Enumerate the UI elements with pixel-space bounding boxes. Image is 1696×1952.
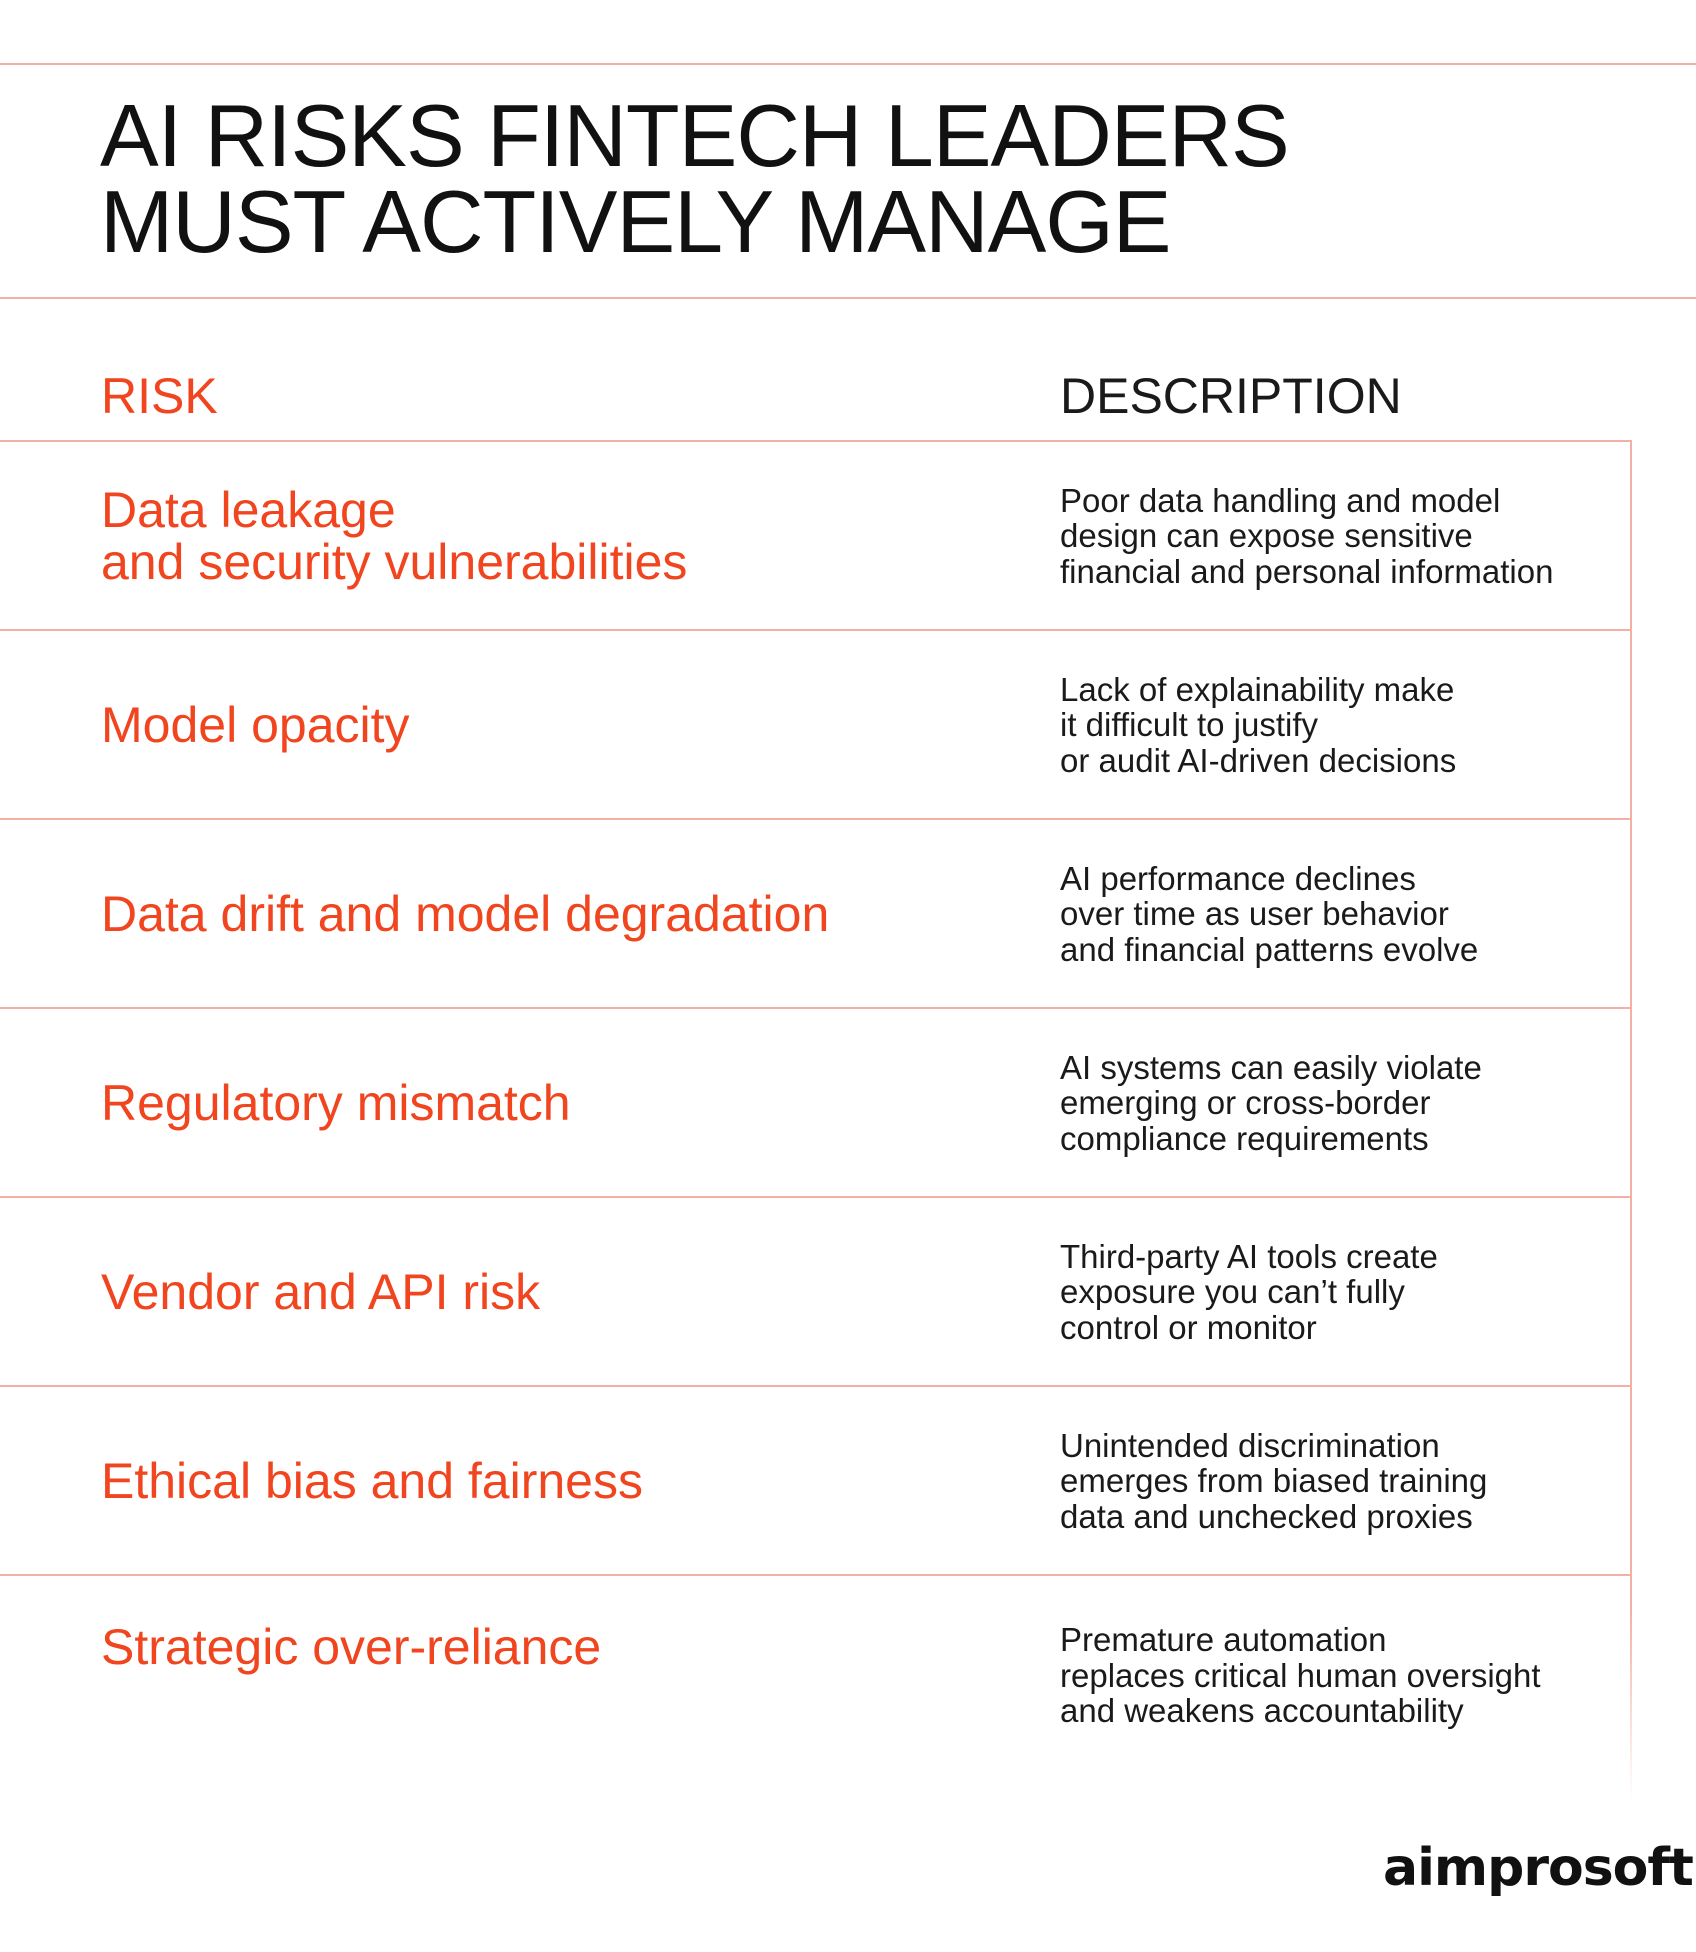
- risk-description-line: replaces critical human oversight: [1060, 1656, 1541, 1694]
- risk-description-line: Unintended discrimination: [1060, 1426, 1440, 1464]
- risk-name: [101, 1452, 1001, 1509]
- risk-description-line: and weakens accountability: [1060, 1691, 1464, 1729]
- risk-description-line: exposure you can’t fully: [1060, 1272, 1405, 1310]
- risk-description: [1060, 860, 1620, 967]
- table-row: [0, 630, 1632, 819]
- table-row: [0, 1197, 1632, 1386]
- risk-name: [101, 1621, 1001, 1673]
- table-row: [0, 1008, 1632, 1197]
- risk-name-line: Ethical bias and fairness: [101, 1452, 643, 1509]
- title-bottom-rule: [0, 297, 1696, 299]
- aimprosoft-logo: aimprosoft: [1383, 1838, 1693, 1898]
- risk-description-line: AI systems can easily violate: [1060, 1048, 1482, 1086]
- column-header-description: DESCRIPTION: [1060, 368, 1402, 424]
- risk-name: [101, 696, 1001, 753]
- risk-description-line: AI performance declines: [1060, 859, 1416, 897]
- risk-description-line: financial and personal information: [1060, 552, 1554, 590]
- risk-name: [101, 1074, 1001, 1131]
- risk-description-line: Premature automation: [1060, 1620, 1387, 1658]
- risk-description-line: over time as user behavior: [1060, 894, 1449, 932]
- risk-name-line: Data drift and model degradation: [101, 885, 830, 942]
- risk-name-line: and security vulnerabilities: [101, 533, 688, 590]
- risk-name-line: Strategic over-reliance: [101, 1619, 602, 1675]
- risk-description-line: design can expose sensitive: [1060, 516, 1473, 554]
- risk-name-line: Regulatory mismatch: [101, 1074, 571, 1131]
- risk-name-line: Data leakage: [101, 481, 396, 538]
- risk-description: [1060, 1238, 1620, 1345]
- risk-description: [1060, 1622, 1620, 1729]
- risk-name: [101, 885, 1001, 942]
- risk-description-line: emerges from biased training: [1060, 1461, 1488, 1499]
- risk-description-line: data and unchecked proxies: [1060, 1497, 1473, 1535]
- risk-description: [1060, 1049, 1620, 1156]
- risk-description-line: or audit AI-driven decisions: [1060, 741, 1457, 779]
- column-header-risk: RISK: [101, 368, 218, 424]
- top-rule: [0, 63, 1696, 65]
- risk-description-line: it difficult to justify: [1060, 705, 1318, 743]
- table-row: [0, 1386, 1632, 1575]
- risk-name: [101, 1263, 1001, 1320]
- risk-name-line: Vendor and API risk: [101, 1263, 541, 1320]
- page-title-line-2: MUST ACTIVELY MANAGE: [100, 172, 1171, 271]
- risk-description-line: emerging or cross-border: [1060, 1083, 1431, 1121]
- risk-description-line: and financial patterns evolve: [1060, 930, 1479, 968]
- risk-name: [101, 481, 1001, 590]
- risk-description-line: Lack of explainability make: [1060, 670, 1455, 708]
- risk-description-line: control or monitor: [1060, 1308, 1317, 1346]
- risk-description-line: compliance requirements: [1060, 1119, 1429, 1157]
- risk-name-line: Model opacity: [101, 696, 410, 753]
- risk-description-line: Third-party AI tools create: [1060, 1237, 1438, 1275]
- risk-description: [1060, 1427, 1620, 1534]
- risk-description: [1060, 482, 1620, 589]
- page-title-line-1: AI RISKS FINTECH LEADERS: [100, 86, 1289, 185]
- page-title: [100, 86, 1289, 271]
- table-row: [0, 441, 1632, 630]
- risk-description-line: Poor data handling and model: [1060, 481, 1501, 519]
- table-row: [0, 1575, 1632, 1764]
- table-row: [0, 819, 1632, 1008]
- risk-description: [1060, 671, 1620, 778]
